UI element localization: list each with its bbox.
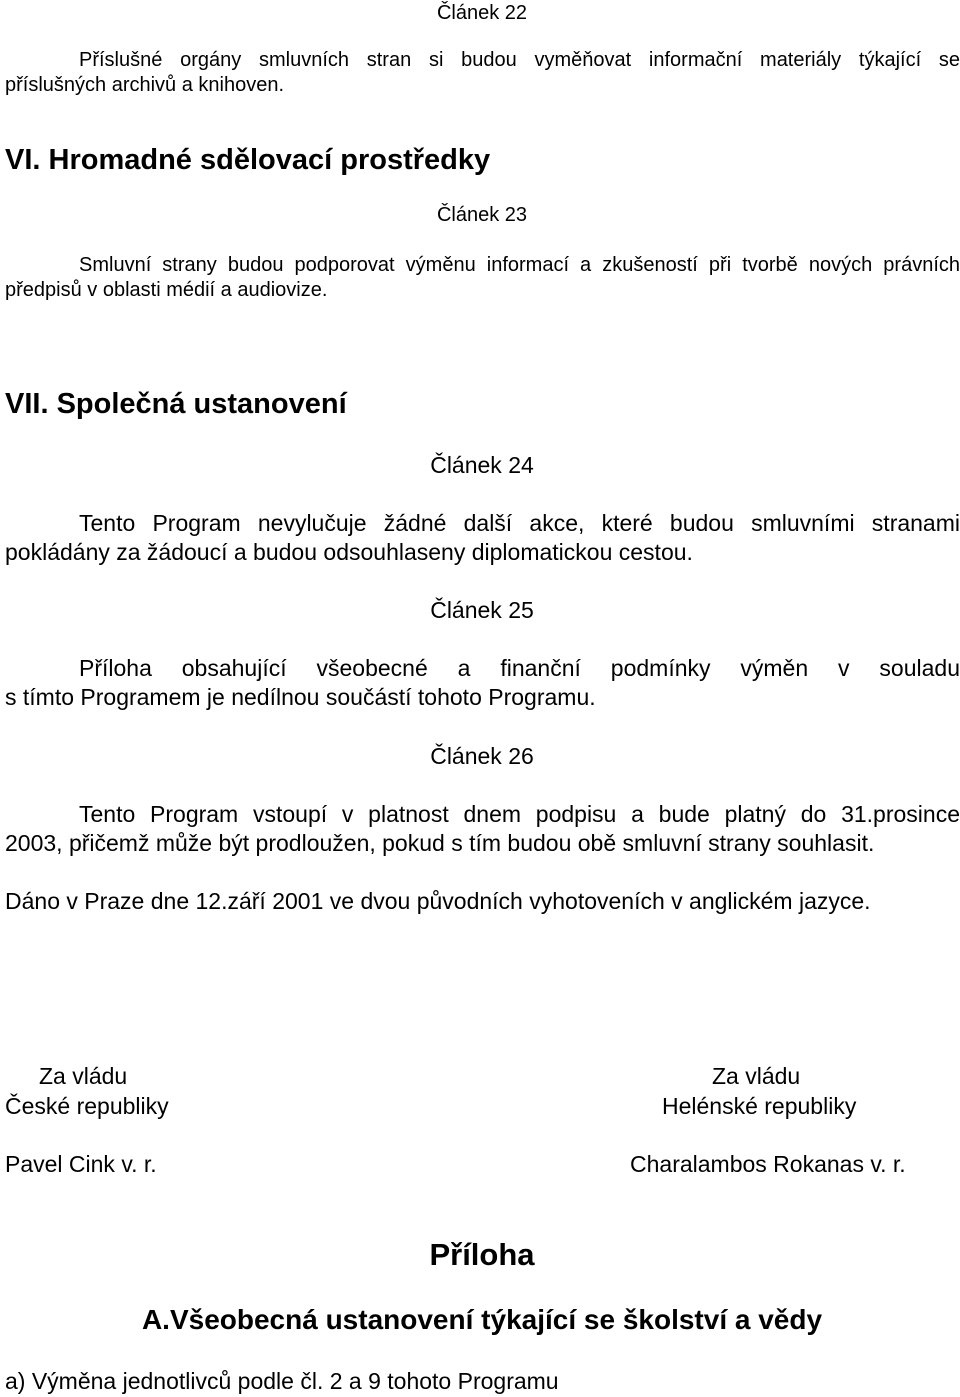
signature-right-line2: Helénské republiky — [662, 1093, 857, 1119]
article-23-text-line1: Smluvní strany budou podporovat výměnu informací a zkušeností při tvorbě nových právních — [79, 254, 960, 276]
article-24-text-line1: Tento Program nevylučuje žádné další akce, které budou smluvními stranami — [79, 510, 960, 536]
signature-right-name: Charalambos Rokanas v. r. — [630, 1151, 906, 1177]
article-26-heading: Článek 26 — [430, 743, 534, 769]
dated-statement: Dáno v Praze dne 12.září 2001 ve dvou původních vyhotoveních v anglickém jazyce. — [5, 888, 871, 914]
article-22-text-line1: Příslušné orgány smluvních stran si budou vyměňovat informační materiály týkající se — [79, 49, 960, 71]
article-22-text-line2: příslušných archivů a knihoven. — [5, 74, 285, 96]
article-24-text-line2: pokládány za žádoucí a budou odsouhlaseny diplomatickou cestou. — [5, 539, 693, 565]
annex-title: Příloha — [429, 1237, 535, 1272]
article-26-text-line1: Tento Program vstoupí v platnost dnem podpisu a bude platný do 31.prosince — [79, 801, 960, 827]
article-24-heading: Článek 24 — [430, 452, 534, 478]
signature-right-line1: Za vládu — [712, 1063, 801, 1089]
article-26-text-line2: 2003, přičemž může být prodloužen, pokud s tím budou obě smluvní strany souhlasit. — [5, 830, 875, 856]
signature-left-line1: Za vládu — [39, 1063, 128, 1089]
section-7-heading: VII. Společná ustanovení — [5, 388, 347, 420]
article-23-heading: Článek 23 — [436, 204, 528, 226]
annex-subtitle: A.Všeobecná ustanovení týkající se školství a vědy — [141, 1304, 823, 1335]
section-6-heading: VI. Hromadné sdělovací prostředky — [5, 144, 491, 176]
signature-left-name: Pavel Cink v. r. — [5, 1151, 157, 1177]
signature-left-line2: České republiky — [5, 1093, 169, 1119]
article-22-heading: Článek 22 — [436, 2, 528, 24]
article-25-text-line2: s tímto Programem je nedílnou součástí tohoto Programu. — [5, 684, 596, 710]
article-25-heading: Článek 25 — [430, 597, 534, 623]
annex-item-a: a) Výměna jednotlivců podle čl. 2 a 9 tohoto Programu — [5, 1368, 559, 1394]
article-25-text-line1: Příloha obsahující všeobecné a finanční podmínky výměn v souladu — [79, 655, 960, 681]
article-23-text-line2: předpisů v oblasti médií a audiovize. — [5, 279, 328, 301]
